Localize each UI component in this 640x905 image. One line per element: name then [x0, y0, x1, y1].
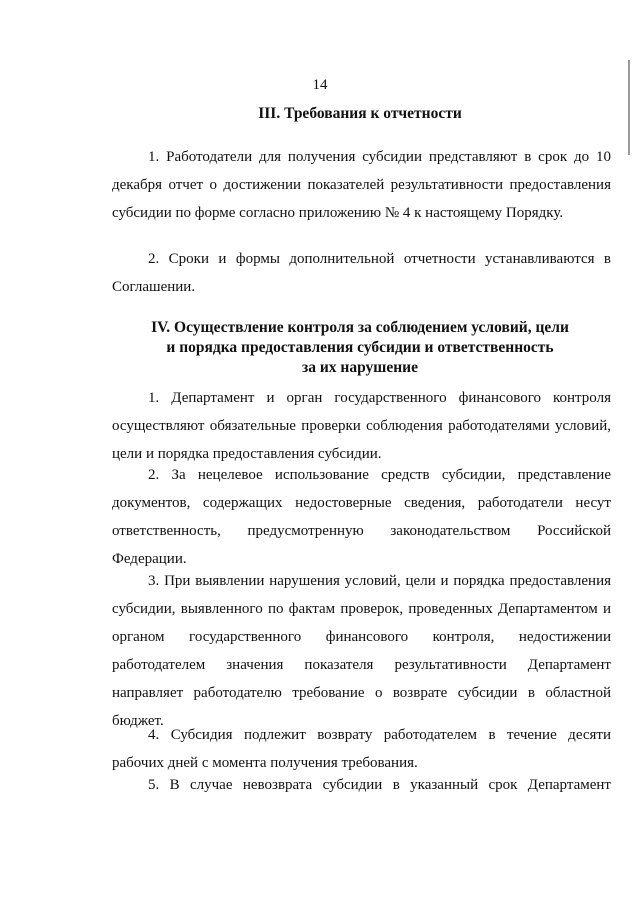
section-4-paragraph-1: 1. Департамент и орган государственного финансового контроля осуществляют обязательные проверки соблюдения работодателями условий, цели и порядка предоставления субсидии. [112, 390, 611, 462]
section-4-title-line-3: за их нарушение [302, 359, 418, 376]
section-4-title-line-1: IV. Осуществление контроля за соблюдением условий, цели [151, 319, 569, 336]
page-number: 14 [312, 77, 328, 93]
section-3-paragraph-1: 1. Работодатели для получения субсидии представляют в срок до 10 декабря отчет о достижении показателей результативности предоставления субсидии по форме согласно приложению № 4 к настоящему Порядку. [112, 149, 611, 221]
section-4-paragraph-3: 3. При выявлении нарушения условий, цели и порядка предоставления субсидии, выявленного по фактам проверок, проведенных Департаментом и органом государственного финансового контроля, недостижении работодателем значения показателя результативности Департамент направляет работодателю требование о возврате субсидии в областной бюджет. [112, 573, 611, 729]
section-4-paragraph-4: 4. Субсидия подлежит возврату работодателем в течение десяти рабочих дней с момента получения требования. [112, 727, 611, 771]
section-4-paragraph-2: 2. За нецелевое использование средств субсидии, представление документов, содержащих недостоверные сведения, работодатели несут ответственность, предусмотренную законодательством Российской Федерации. [112, 467, 611, 567]
section-3-title: III. Требования к отчетности [258, 105, 462, 122]
section-4-title [0, 318, 640, 378]
section-4-paragraph-5: 5. В случае невозврата субсидии в указанный срок Департамент [148, 777, 611, 793]
section-4-title-line-2: и порядка предоставления субсидии и ответственность [166, 339, 554, 356]
section-3-paragraph-2: 2. Сроки и формы дополнительной отчетности устанавливаются в Соглашении. [112, 251, 611, 295]
